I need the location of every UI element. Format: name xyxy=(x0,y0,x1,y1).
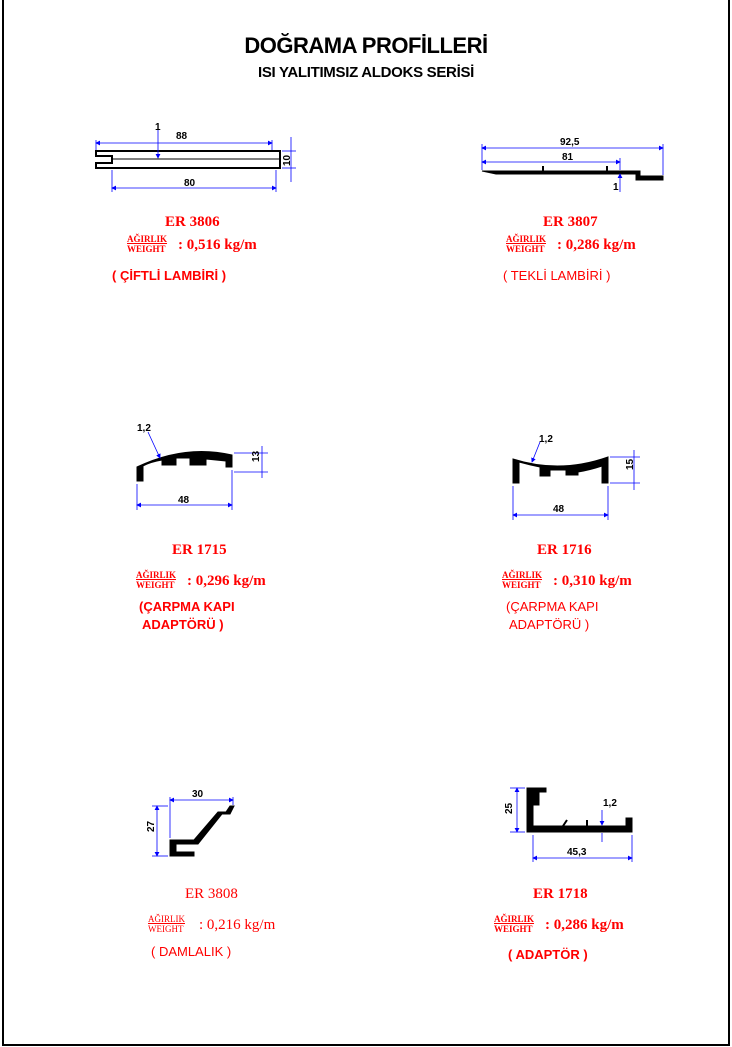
profile-er1716-drawing xyxy=(513,442,640,520)
dim-er3808-30: 30 xyxy=(192,789,204,800)
page-title: DOĞRAMA PROFİLLERİ xyxy=(244,33,488,58)
profile-code-er1715: ER 1715 xyxy=(172,542,227,558)
weight-label-en: WEIGHT xyxy=(127,244,166,254)
profile-desc-er3807: ( TEKLİ LAMBİRİ ) xyxy=(503,268,611,283)
dim-er3806-88: 88 xyxy=(176,131,188,142)
dim-er1718-25: 25 xyxy=(504,802,515,814)
dim-er3808-27: 27 xyxy=(146,820,157,832)
profile-desc-er1716-line1: (ÇARPMA KAPI xyxy=(506,599,599,614)
weight-label-tr: AĞIRLIK xyxy=(494,914,535,924)
weight-value-er3808: : 0,216 kg/m xyxy=(199,917,276,933)
weight-label-tr: AĞIRLIK xyxy=(502,570,543,580)
weight-value-er1716: : 0,310 kg/m xyxy=(553,573,632,589)
dim-er3807-81: 81 xyxy=(562,152,574,163)
dim-er1718-1-2: 1,2 xyxy=(603,798,617,809)
profile-desc-er1718: ( ADAPTÖR ) xyxy=(508,947,588,962)
profile-er3808-drawing xyxy=(152,797,234,856)
dim-er3806-10: 10 xyxy=(282,154,293,166)
dim-er3806-80: 80 xyxy=(184,178,196,189)
dim-er3806-1: 1 xyxy=(155,122,161,133)
dim-er1715-48: 48 xyxy=(178,495,190,506)
weight-er3808 xyxy=(148,914,308,940)
weight-label-en: WEIGHT xyxy=(148,924,184,934)
dim-er1716-48: 48 xyxy=(553,504,565,515)
weight-label-en: WEIGHT xyxy=(494,924,533,934)
weight-er3806 xyxy=(127,234,287,260)
weight-label-en: WEIGHT xyxy=(502,580,541,590)
weight-label-en: WEIGHT xyxy=(506,244,545,254)
dim-er1715-1-2: 1,2 xyxy=(137,423,151,434)
profile-code-er1716: ER 1716 xyxy=(537,542,592,558)
dim-er3807-92-5: 92,5 xyxy=(560,137,580,148)
profile-code-er3807: ER 3807 xyxy=(543,214,598,230)
profile-code-er1718: ER 1718 xyxy=(533,886,588,902)
weight-label-tr: AĞIRLIK xyxy=(148,914,185,924)
weight-label-tr: AĞIRLIK xyxy=(136,570,177,580)
weight-value-er1715: : 0,296 kg/m xyxy=(187,573,266,589)
profile-desc-er3806: ( ÇİFTLİ LAMBİRİ ) xyxy=(112,268,227,283)
dim-er1718-45-3: 45,3 xyxy=(567,847,587,858)
weight-er1718 xyxy=(494,914,654,940)
dim-er1715-13: 13 xyxy=(251,450,262,462)
profile-code-er3808: ER 3808 xyxy=(185,886,238,902)
weight-value-er1718: : 0,286 kg/m xyxy=(545,917,624,933)
weight-er3807 xyxy=(506,234,666,260)
profile-desc-er1715-line1: (ÇARPMA KAPI xyxy=(139,599,235,614)
weight-label-en: WEIGHT xyxy=(136,580,175,590)
weight-label-tr: AĞIRLIK xyxy=(506,234,547,244)
page-subtitle: ISI YALITIMSIZ ALDOKS SERİSİ xyxy=(257,64,475,81)
dim-er3807-1: 1 xyxy=(613,182,619,193)
profile-desc-er3808: ( DAMLALIK ) xyxy=(151,944,232,959)
dim-er1716-1-2: 1,2 xyxy=(539,434,553,445)
weight-er1716 xyxy=(502,570,662,596)
profile-er3806-drawing xyxy=(96,130,296,192)
weight-label-tr: AĞIRLIK xyxy=(127,234,168,244)
weight-value-er3807: : 0,286 kg/m xyxy=(557,237,636,253)
weight-er1715 xyxy=(136,570,296,596)
dim-er1716-15: 15 xyxy=(625,458,636,470)
profile-er1715-drawing xyxy=(137,432,268,510)
profile-desc-er1715-line2: ADAPTÖRÜ ) xyxy=(142,617,224,632)
weight-value-er3806: : 0,516 kg/m xyxy=(178,237,257,253)
profile-desc-er1716-line2: ADAPTÖRÜ ) xyxy=(509,617,590,632)
profile-code-er3806: ER 3806 xyxy=(165,214,220,230)
